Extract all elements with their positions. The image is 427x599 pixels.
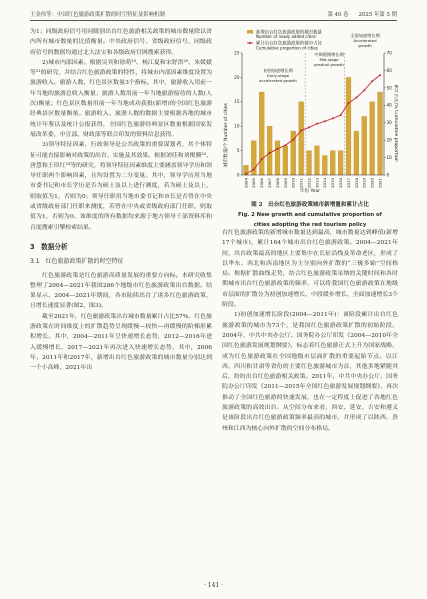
y-tick-label: 0 [236, 172, 240, 178]
y2-tick-label: 0 [386, 172, 390, 178]
cumulative-line [246, 75, 380, 174]
y2-tick-label: 50 [386, 85, 392, 91]
legend-line-label-en: Cumulative proportion of cities [256, 45, 318, 51]
y-tick-label: 15 [234, 99, 240, 105]
chart-svg [222, 27, 398, 195]
cumulative-point [316, 123, 318, 125]
legend-line-label: 累计出台红色旅游政策的城市占比 [256, 41, 322, 47]
section-heading: 3 数据分析 [30, 242, 68, 251]
cumulative-point [348, 102, 350, 104]
header-issue: 2025 年第 5 期 [358, 12, 397, 18]
page-number: · 141 · [203, 582, 224, 589]
x-tick-label: 2012 [306, 178, 312, 188]
cumulative-point [363, 89, 365, 91]
header-issue-info [327, 10, 397, 18]
cumulative-point [253, 169, 255, 171]
x-tick-label: 2006 [259, 178, 265, 188]
stage1-label-en-2: accelerated growth [259, 78, 297, 83]
cumulative-point [379, 74, 381, 76]
right-column [222, 27, 398, 434]
x-tick-label: 2017 [345, 178, 351, 188]
y-axis-title: 城市数量/个 Number of cities [224, 103, 229, 167]
figure-2 [222, 27, 398, 229]
x-tick-label: 2020 [369, 178, 375, 188]
right-paragraph-1: 台红色旅游政策的新增城市数量达到最高，城市数量达到峰值(新增17个城市)，累计164个城市出台红色旅游政策。2004—2021年间，出台政策最高的地区主要集中在长征沿线及革命老区，形成了以华东、西北和西南地区为主分别向外扩散的“三极多轴”空间格局。根据扩散曲线走势，结合红色旅游政策采纳的关键时间和各时期城市出台红色旅游政策的频率，可以将我国红色旅游政策在地级市层面的扩散分为初创加速增长、中段缓步增长、全面加速增长3个阶段。 [222, 230, 398, 309]
y2-tick-label: 40 [386, 102, 392, 108]
figure-caption-en-1: Fig. 2 New growth and cumulative proportion of [238, 212, 382, 219]
y2-axis-title: 累计占比/% Cumulative proportion [393, 84, 398, 162]
cumulative-point [284, 144, 286, 146]
stage2-label: 中期缓慢增长期 [314, 52, 344, 57]
stage3-label-en-2: growth [358, 43, 372, 48]
cumulative-point [269, 152, 271, 154]
running-header [30, 4, 397, 21]
x-tick-label: 2010 [290, 178, 296, 188]
y2-tick-label: 30 [386, 120, 392, 126]
stage1-label-en-1: Early-stage [267, 73, 289, 78]
y-tick-label: 20 [234, 74, 240, 80]
bar [338, 151, 343, 175]
left-paragraph-3: 3)领导特征因素。行政领导是公共政策的重要谋划者，其个体特征可能直接影响对政策的出台、实施及其效果。根据刘佳和刘俊腾²²、唐慧和王印红²³等的研究，将领导特征因素维度主要涵盖领导学历和领导任职两个影响因素，且均设置为二分变量。其中，领导学历用当地市委书记和市长学历是否为硕士及以上进行测度，若为硕士及以上，则取值为1，否则为0；领导任职用当地市委书记和市长是否曾在中央或省级政府部门任职来测度，若曾在中央或省级政府部门任职，则取值为1，否则为0。该维度的所有数据均来源于地方领导干部资料库和百度搜索引擎检索结果。 [30, 142, 212, 231]
left-paragraph-5: 截至2021年，红色旅游政策出台城市数量累计占比57%。红色旅游政策在时间维度上的扩散趋势呈现缓慢—较快—再缓慢的阶梯形累积增长。其中，2004—2011年呈快速增长态势，2012—2016年进入缓慢增长，2017—2021年再次进入快速增长态势，其中，2006年、2011年和2017年，新增出台红色旅游政策的城市数量分别达到一个小高峰，2021年出 [30, 313, 212, 372]
legend-bar-swatch [247, 30, 253, 34]
stage3-label: 全面加速增长期 [350, 33, 380, 38]
cumulative-point [355, 97, 357, 99]
left-paragraph-1: 为1；同级政府信号用同级别出台红色旅游相关政策的城市数量除以省内所有城市数量的比值衡量。中央政府信号、省级政府信号、同级政府信号的数据均通过北大法宝和各级政府官网搜索获得。 [30, 29, 212, 56]
legend-line-marker [249, 42, 251, 44]
chart-legend [247, 28, 322, 50]
x-tick-label: 2005 [251, 178, 257, 188]
stage2-label-en-1: Mid-stage [319, 57, 339, 62]
bar [362, 116, 367, 175]
left-column [30, 27, 212, 374]
x-tick-label: 2011 [298, 178, 304, 188]
cumulative-point [340, 114, 342, 116]
cumulative-point [371, 80, 373, 82]
stage3-label-en-1: Accelerated [353, 38, 377, 43]
cumulative-point [261, 158, 263, 160]
bar [346, 77, 351, 175]
y2-tick-label: 70 [386, 50, 392, 56]
cumulative-point [300, 130, 302, 132]
left-paragraph-4: 红色旅游政策是红色旅游高质量发展的重要方向标。本研究收集整理了2004—2021年我国286个地级市红色旅游政策出台数据。结果显示，2004—2021年期间，各市陆续出台了诸多红色旅游政策，且增长速度显著(图2、图3)。 [30, 272, 212, 310]
cumulative-point [277, 148, 279, 150]
x-tick-label: 2015 [330, 178, 336, 188]
cumulative-point [245, 173, 247, 175]
x-tick-label: 2013 [314, 178, 320, 188]
left-paragraph-2: 2)城市内部因素。根据吴宾和徐萌¹⁹、杨江夏和宋舒洪²⁰、朱媛媛等²¹的研究，并结合红色旅游政策的特性，将城市内部因素维度设置为旅游收入、旅游人数、红色景区数量3个指标。其中，旅游收入用前一年当地的旅游总收入衡量；旅游人数用前一年当地旅游接待的人数(人次)衡量；红色景区数量用前一年当地成功获批(新增)的全国红色旅游经典景区数量衡量。旅游收入、旅游人数的数据主要根据各地的城市统计年鉴以及统计公报获得，全国红色旅游经典景区数量根据国家发展改革委、中宣部、财政部等联合印发的资料信息获得。 [30, 59, 212, 138]
y2-tick-label: 60 [386, 67, 392, 73]
bar [314, 146, 319, 175]
x-tick-label: 2008 [274, 178, 280, 188]
cumulative-point [292, 139, 294, 141]
figure-caption-zh: 图 2 出台红色旅游政策城市新增量和累计占比 [251, 202, 369, 209]
y-tick-label: 10 [234, 123, 240, 129]
bar [267, 126, 272, 175]
right-paragraph-2: 1)初创加速增长阶段(2004—2011年)：该阶段累计出台红色旅游政策的城市为73个，是我国红色旅游政策扩散的初始阶段。2004年，中共中央办公厅、国务院办公厅印发《2004—2010年全国红色旅游发展规划纲要》，标志着红色旅游正式上升为国家战略，成为红色旅游政策在全国地级市层面扩散的重要起始节点。以江西、四川和甘肃等省份的主要红色旅游城市为首，其他多地紧随其后，纷纷出台红色旅游相关政策。2011年，中共中央办公厅、国务院办公厅印发《2011—2015年全国红色旅游发展规划纲要》，再次推动了全国红色旅游的快速发展，也在一定程度上促进了各地红色旅游政策的高效出台。从空间分布来看，西安、延安、吉安和遵义是该阶段出台红色旅游政策频率最高的城市，并形成了以陕西、贵州和江西为核心向外扩散的空间分布格局。 [222, 312, 398, 432]
x-tick-label: 2007 [267, 178, 273, 188]
y2-tick-label: 20 [386, 137, 392, 143]
cumulative-point [308, 126, 310, 128]
figure-caption-en-2: cities adopting the red tourism policy [253, 222, 367, 229]
x-tick-label: 2009 [282, 178, 288, 188]
y-tick-label: 25 [234, 50, 240, 56]
bar [378, 92, 383, 175]
bar [307, 151, 312, 175]
y2-tick-label: 10 [386, 154, 392, 160]
header-volume: 第 40 卷 [327, 12, 349, 18]
x-tick-label: 2018 [353, 178, 359, 188]
stage-annotations [259, 32, 380, 83]
stage1-label: 初创加速增长期 [263, 68, 293, 73]
bar [283, 146, 288, 175]
legend-bar-label-en: Number of newly added cities [256, 34, 316, 40]
bar [275, 141, 280, 175]
x-tick-label: 2019 [361, 178, 367, 188]
cumulative-point [332, 117, 334, 119]
legend-bar-label: 新增出台红色旅游政策的城市数量 [256, 30, 322, 36]
x-tick-label: 2021 [377, 178, 383, 188]
bar [354, 131, 359, 175]
bar [330, 151, 335, 175]
x-axis-title: 年份 Year [299, 189, 321, 194]
bar [299, 102, 304, 175]
x-tick-label: 2014 [322, 178, 328, 188]
bar [322, 155, 327, 175]
cumulative-point [324, 120, 326, 122]
subsection-heading: 3.1 红色旅游政策扩散的时空特征 [30, 258, 124, 266]
y-tick-label: 5 [236, 148, 240, 153]
x-tick-label: 2004 [243, 178, 249, 188]
x-tick-label: 2016 [338, 178, 344, 188]
stage2-label-en-2: gradual growth [314, 62, 344, 67]
bar [259, 92, 264, 175]
bar [370, 102, 375, 175]
header-authors-title: 王金伟等：中国红色旅游政策扩散的时空特征及影响机制 [30, 12, 165, 18]
